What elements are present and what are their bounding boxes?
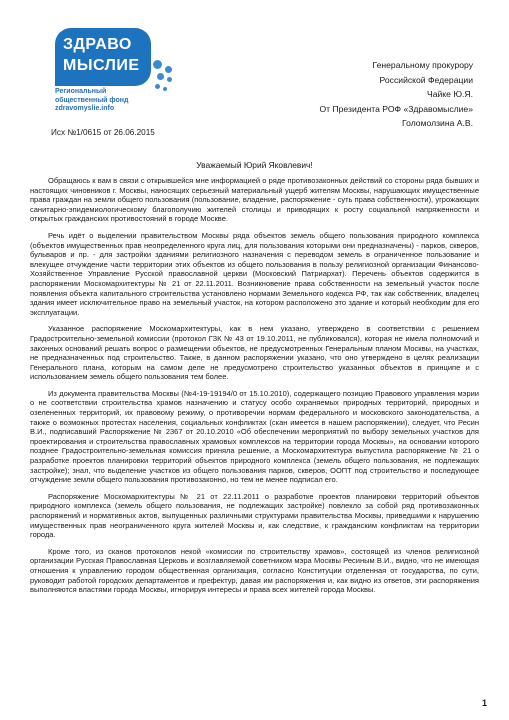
addressee-line: Чайке Ю.Я. xyxy=(427,89,473,100)
logo-line-2: МЫСЛИЕ xyxy=(63,57,140,74)
paragraph: Речь идёт о выделении правительством Москвы ряда объектов земель общего пользования природного комплекса (объектов имущественных прав неопределенного круга лиц, для пользования которыми они предназначены) - парков, скверов, бульваров и пр. - для застройки зданиями религиозного назначения с переводом земель в ограниченное пользование и влекущее отчуждение части территории этих объектов из общего пользования в пользу религиозной организации Финансово-Хозяйственное Управление Русской православной церкви (Московский Патриархат). Перечень объектов содержится в распоряжении Москомархитектуры № 21 от 22.11.2011. Возникновение права собственности на земельный участок после появления объекта капитального строительства установлено нормами Земельного кодекса РФ, так как собственник, владелец здания имеет исключительное право на земельный участок, на котором расположено это здание и который необходим для его эксплуатации. xyxy=(30,230,479,317)
paragraph: Из документа правительства Москвы (№4-19-19194/0 от 15.10.2010), содержащего позицию Правового управления мэрии о не соответствии строительства храмов назначению и статусу особо охраняемых природных территорий, природных и озелененных территорий, их правовому режиму, о противоречии нормам федерального и московского законодательства, а также о возможных протестах населения, социальных конфликтах (скан имеется в нашем распоряжении), следует, что Ресин В.И., подписавший Распоряжение № 2367 от 20.10.2010 «Об обеспечении мероприятий по выбору земельных участков для проектирования и строительства православных храмовых комплексов на территории города Москвы», на основании которого позднее Градостроительно-земельная комиссия приняла решение, а Москомархитектура выпустила распоряжение № 21 о разработке проектов планировки территорий объектов природного комплекса (земель общего пользования, не подлежащих застройке); знал, что выделение участков из общего пользования парков, скверов, ООПТ под строительство и последующее отчуждение земли общего пользования противозаконно, но тем не менее подписал его. xyxy=(30,388,479,485)
outgoing-number: Исх №1/0615 от 26.06.2015 xyxy=(51,128,155,137)
addressee-line: От Президента РОФ «Здравомыслие» xyxy=(319,103,473,114)
fund-caption-line: общественный фонд xyxy=(55,96,129,104)
page-number: 1 xyxy=(481,698,487,708)
addressee-line: Генеральному прокурору xyxy=(372,60,473,70)
fund-caption-line: Региональный xyxy=(55,88,107,95)
salutation: Уважаемый Юрий Яковлевич! xyxy=(196,160,313,170)
logo-line-1: ЗДРАВО xyxy=(63,36,132,53)
addressee-line: Российской Федерации xyxy=(379,74,473,85)
paragraph: Распоряжение Москомархитектуры № 21 от 22.11.2011 о разработке проектов планировки территорий объектов природного комплекса (земель общего пользования, не подлежащих застройке) повлекло за собой ряд противозаконных распоряжений и нормативных актов, выпущенных различными структурами правительства Москвы, приведшими к нарушению имущественных прав неограниченного круга жителей Москвы и, как следствие, к гражданским конфликтам на территории города. xyxy=(30,491,479,540)
paragraph: Указанное распоряжение Москомархитектуры, как в нем указано, утверждено в соответствии с решением Градостроительно-земельной комиссии (протокол ГЗК № 43 от 19.10.2011, не публиковался), которая не имела полномочий и законных оснований решать вопрос о размещении объектов, не предусмотренных Генеральным планом Москвы, на участках, не предназначенных под строительство. Также, в данном распоряжении указано, что оно утверждено в целях реализации Генерального плана, которым на самом деле не предусмотрено строительство указанных объектов в принципе и с использованием земель общего пользования тем более. xyxy=(30,324,479,382)
letter-body xyxy=(30,176,479,602)
addressee-block xyxy=(319,58,473,131)
paragraph: Кроме того, из сканов протоколов некой «комиссии по строительству храмов», состоящей из членов религиозной организации Русская Православная Церковь и возглавляемой советником мэра Москвы Ресиным В.И., видно, что не имеющая отношения к управлению городом общественная организация, согласно Конституции отделенная от государства, по сути, руководит работой городских департаментов и префектур, давая им распоряжения и, как видно из ответов, эти распоряжения выполняются властями города Москвы, игнорируя интересы и права всех жителей города Москвы. xyxy=(30,546,479,595)
logo-dots-decoration xyxy=(151,60,177,100)
fund-website: zdravomyslie.info xyxy=(55,105,115,112)
logo xyxy=(55,28,151,86)
fund-caption xyxy=(55,88,128,114)
paragraph: Обращаюсь к вам в связи с открывшейся мне информацией о ряде противозаконных действий со стороны ряда бывших и настоящих чиновников г. Москвы, наносящих серьезный материальный ущерб жителям Москвы, нарушающих имущественные права граждан на земли общего пользования (пользование, владение, распоряжение - суть права собственности), угрожающих санитарно-эпидемиологическому благополучию жителей столицы и приводящих к росту социальной напряженности и открытых гражданских противостояний в городе Москве. xyxy=(30,176,479,224)
addressee-line: Голомолзина А.В. xyxy=(402,118,473,129)
